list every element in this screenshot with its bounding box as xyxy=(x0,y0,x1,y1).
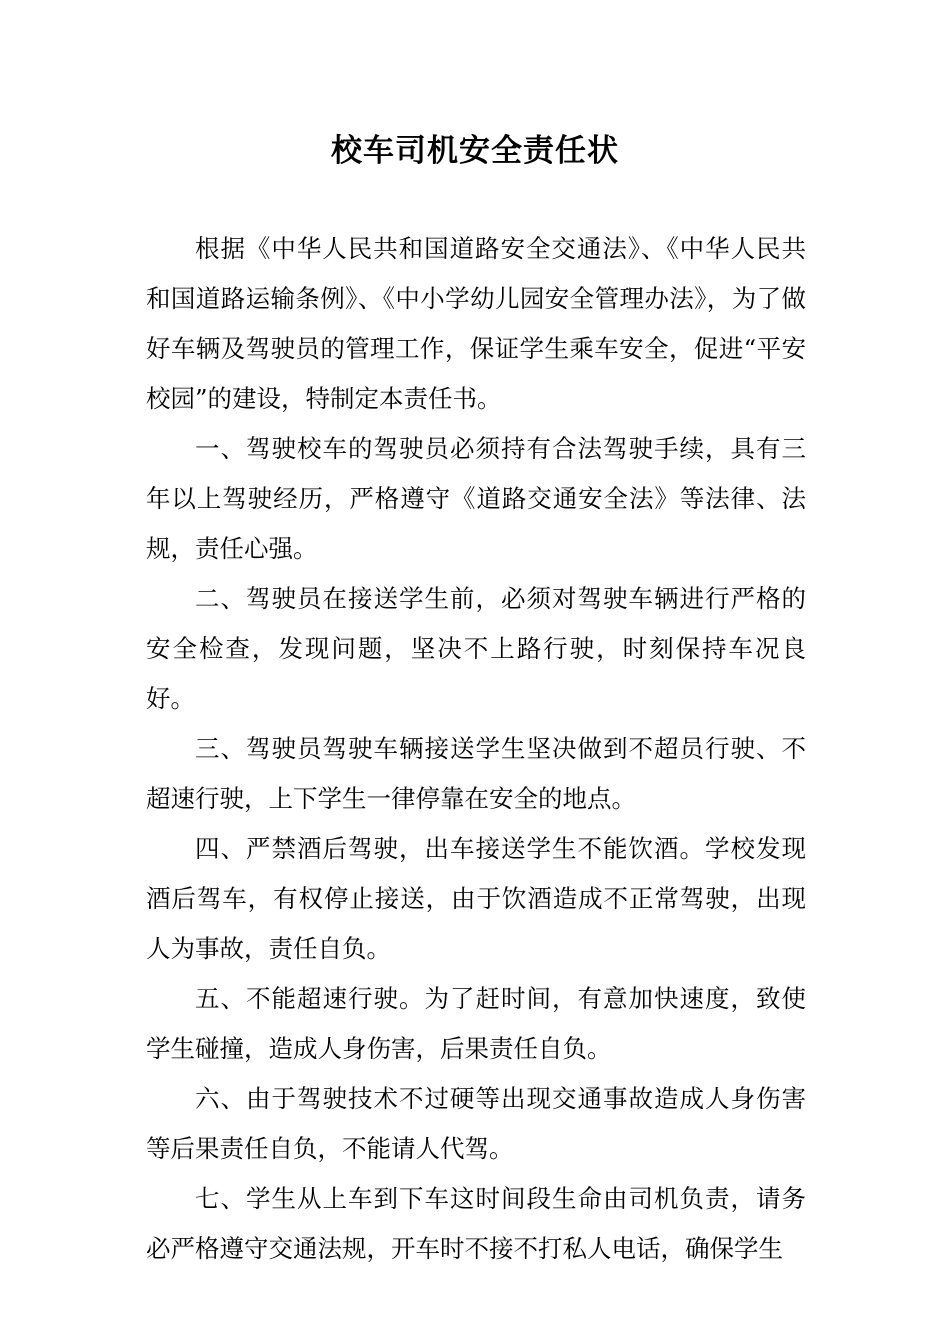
paragraph-intro: 根据《中华人民共和国道路安全交通法》、《中华人民共和国道路运输条例》、《中小学幼儿园安全管理办法》，为了做好车辆及驾驶员的管理工作，保证学生乘车安全，促进“平安校园”的建设，特制定本责任书。 xyxy=(146,234,806,413)
document-title: 校车司机安全责任状 xyxy=(331,133,619,169)
paragraph-clause-3: 三、驾驶员驾驶车辆接送学生坚决做到不超员行驶、不超速行驶，上下学生一律停靠在安全的地点。 xyxy=(146,734,806,813)
paragraph-clause-2: 二、驾驶员在接送学生前，必须对驾驶车辆进行严格的安全检查，发现问题，坚决不上路行驶，时刻保持车况良好。 xyxy=(146,584,806,713)
paragraph-clause-7: 七、学生从上车到下车这时间段生命由司机负责，请务必严格遵守交通法规，开车时不接不打私人电话，确保学生 xyxy=(146,1184,806,1263)
paragraph-clause-4: 四、严禁酒后驾驶，出车接送学生不能饮酒。学校发现酒后驾车，有权停止接送，由于饮酒造成不正常驾驶，出现人为事故，责任自负。 xyxy=(146,834,806,963)
paragraph-clause-1: 一、驾驶校车的驾驶员必须持有合法驾驶手续，具有三年以上驾驶经历，严格遵守《道路交通安全法》等法律、法规，责任心强。 xyxy=(146,434,806,563)
paragraph-clause-5: 五、不能超速行驶。为了赶时间，有意加快速度，致使学生碰撞，造成人身伤害，后果责任自负。 xyxy=(146,984,806,1063)
paragraph-clause-6: 六、由于驾驶技术不过硬等出现交通事故造成人身伤害等后果责任自负，不能请人代驾。 xyxy=(146,1084,806,1163)
document-body xyxy=(146,224,806,1274)
